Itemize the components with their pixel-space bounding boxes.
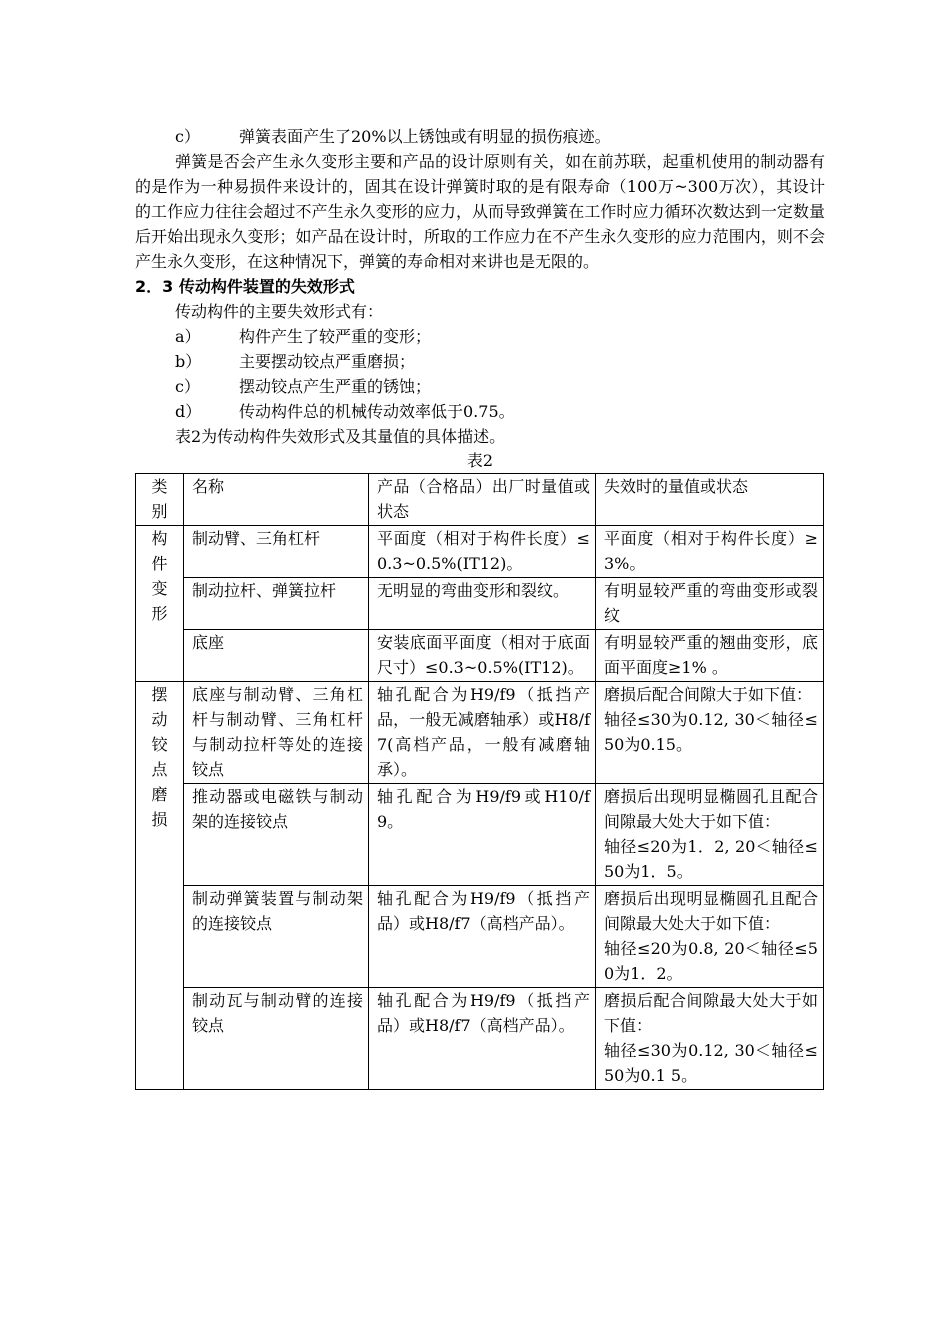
failure-line: 轴径≤20为1．2, 20＜轴径≤50为1．5。 xyxy=(604,837,818,881)
category-cell xyxy=(136,526,184,682)
paragraph-spring-deformation: 弹簧是否会产生永久变形主要和产品的设计原则有关，如在前苏联，起重机使用的制动器有的是作为一种易损件来设计的，固其在设计弹簧时取的是有限寿命（100万~300万次），其设计的工作应力往往会超过不产生永久变形的应力，从而导致弹簧在工作时应力循环次数达到一定数量后开始出现永久变形；如产品在设计时，所取的工作应力在不产生永久变形的应力范围内，则不会产生永久变形，在这种情况下，弹簧的寿命相对来讲也是无限的。 xyxy=(135,152,825,271)
table-intro: 表2为传动构件失效形式及其量值的具体描述。 xyxy=(175,427,506,446)
cell-factory: 轴孔配合为H9/f9（抵挡产品）或H8/f7（高档产品）。 xyxy=(369,886,596,988)
cell-failure xyxy=(596,886,824,988)
cell-failure xyxy=(596,784,824,886)
header-category xyxy=(136,474,184,526)
list-text: 摆动铰点产生严重的锈蚀； xyxy=(239,377,432,396)
cell-name: 制动臂、三角杠杆 xyxy=(184,526,369,578)
cell-factory: 平面度（相对于构件长度）≤0.3~0.5%(IT12)。 xyxy=(369,526,596,578)
table-row xyxy=(136,988,824,1090)
vertical-char: 件 xyxy=(151,554,168,573)
cell-name: 制动拉杆、弹簧拉杆 xyxy=(184,578,369,630)
failure-line: 轴径≤30为0.12, 30＜轴径≤50为0.15。 xyxy=(604,710,818,754)
cell-name: 制动瓦与制动臂的连接铰点 xyxy=(184,988,369,1090)
list-item xyxy=(135,124,825,149)
cell-failure xyxy=(596,682,824,784)
list-text: 传动构件总的机械传动效率低于0.75。 xyxy=(239,402,515,421)
cell-name: 底座与制动臂、三角杠杆与制动臂、三角杠杆与制动拉杆等处的连接铰点 xyxy=(184,682,369,784)
list-text: 构件产生了较严重的变形； xyxy=(239,327,432,346)
vertical-char: 磨 xyxy=(151,785,168,804)
failure-line: 磨损后配合间隙最大处大于如下值： xyxy=(604,991,818,1035)
failure-line: 磨损后出现明显椭圆孔且配合间隙最大处大于如下值： xyxy=(604,889,818,933)
list-marker: c） xyxy=(175,377,200,396)
cell-failure: 有明显较严重的弯曲变形或裂纹 xyxy=(596,578,824,630)
list-marker: d） xyxy=(175,402,202,421)
vertical-char: 构 xyxy=(151,529,168,548)
header-failure: 失效时的量值或状态 xyxy=(596,474,824,526)
vertical-char: 形 xyxy=(151,604,168,623)
table-row xyxy=(136,682,824,784)
header-name: 名称 xyxy=(184,474,369,526)
vertical-char: 别 xyxy=(151,502,168,521)
list-item xyxy=(135,324,825,349)
vertical-text xyxy=(136,526,183,626)
failure-line: 磨损后出现明显椭圆孔且配合间隙最大处大于如下值： xyxy=(604,787,818,831)
table-caption: 表2 xyxy=(466,451,494,470)
vertical-char: 动 xyxy=(151,710,168,729)
cell-failure xyxy=(596,988,824,1090)
vertical-text xyxy=(136,474,183,524)
list-item xyxy=(135,349,825,374)
vertical-char: 点 xyxy=(151,760,168,779)
list-marker: a） xyxy=(175,327,201,346)
failure-line: 轴径≤30为0.12, 30＜轴径≤50为0.1 5。 xyxy=(604,1041,818,1085)
cell-name: 底座 xyxy=(184,630,369,682)
vertical-char: 损 xyxy=(151,810,168,829)
table-row xyxy=(136,784,824,886)
cell-factory: 安装底面平面度（相对于底面尺寸）≤0.3~0.5%(IT12)。 xyxy=(369,630,596,682)
failure-line: 磨损后配合间隙大于如下值： xyxy=(604,685,813,704)
cell-failure: 有明显较严重的翘曲变形，底面平面度≥1% 。 xyxy=(596,630,824,682)
failure-line: 轴径≤20为0.8, 20＜轴径≤50为1．2。 xyxy=(604,939,818,983)
section-heading: 2．3 传动构件装置的失效形式 xyxy=(135,277,355,296)
table-row xyxy=(136,630,824,682)
cell-name: 制动弹簧装置与制动架的连接铰点 xyxy=(184,886,369,988)
cell-factory: 轴孔配合为H9/f9或H10/f9。 xyxy=(369,784,596,886)
list-item xyxy=(135,374,825,399)
list-marker: c） xyxy=(175,127,200,146)
list-text: 主要摆动铰点严重磨损； xyxy=(239,352,416,371)
vertical-char: 类 xyxy=(151,477,168,496)
list-marker: b） xyxy=(175,352,202,371)
table-row xyxy=(136,578,824,630)
cell-factory: 轴孔配合为H9/f9（抵挡产品）或H8/f7（高档产品）。 xyxy=(369,988,596,1090)
cell-failure: 平面度（相对于构件长度）≥3%。 xyxy=(596,526,824,578)
table-row xyxy=(136,886,824,988)
vertical-char: 变 xyxy=(151,579,168,598)
vertical-text xyxy=(136,682,183,832)
cell-name: 推动器或电磁铁与制动架的连接铰点 xyxy=(184,784,369,886)
table-row xyxy=(136,526,824,578)
vertical-char: 铰 xyxy=(151,735,168,754)
category-cell xyxy=(136,682,184,1090)
cell-factory: 轴孔配合为H9/f9（抵挡产品，一般无减磨轴承）或H8/f7(高档产品，一般有减磨轴承）。 xyxy=(369,682,596,784)
list-item xyxy=(135,399,825,424)
document-page xyxy=(135,124,825,1090)
header-factory: 产品（合格品）出厂时量值或状态 xyxy=(369,474,596,526)
cell-factory: 无明显的弯曲变形和裂纹。 xyxy=(369,578,596,630)
section-intro: 传动构件的主要失效形式有： xyxy=(175,302,384,321)
failure-table xyxy=(135,473,824,1090)
list-text: 弹簧表面产生了20%以上锈蚀或有明显的损伤痕迹。 xyxy=(239,127,611,146)
table-header-row xyxy=(136,474,824,526)
vertical-char: 摆 xyxy=(151,685,168,704)
